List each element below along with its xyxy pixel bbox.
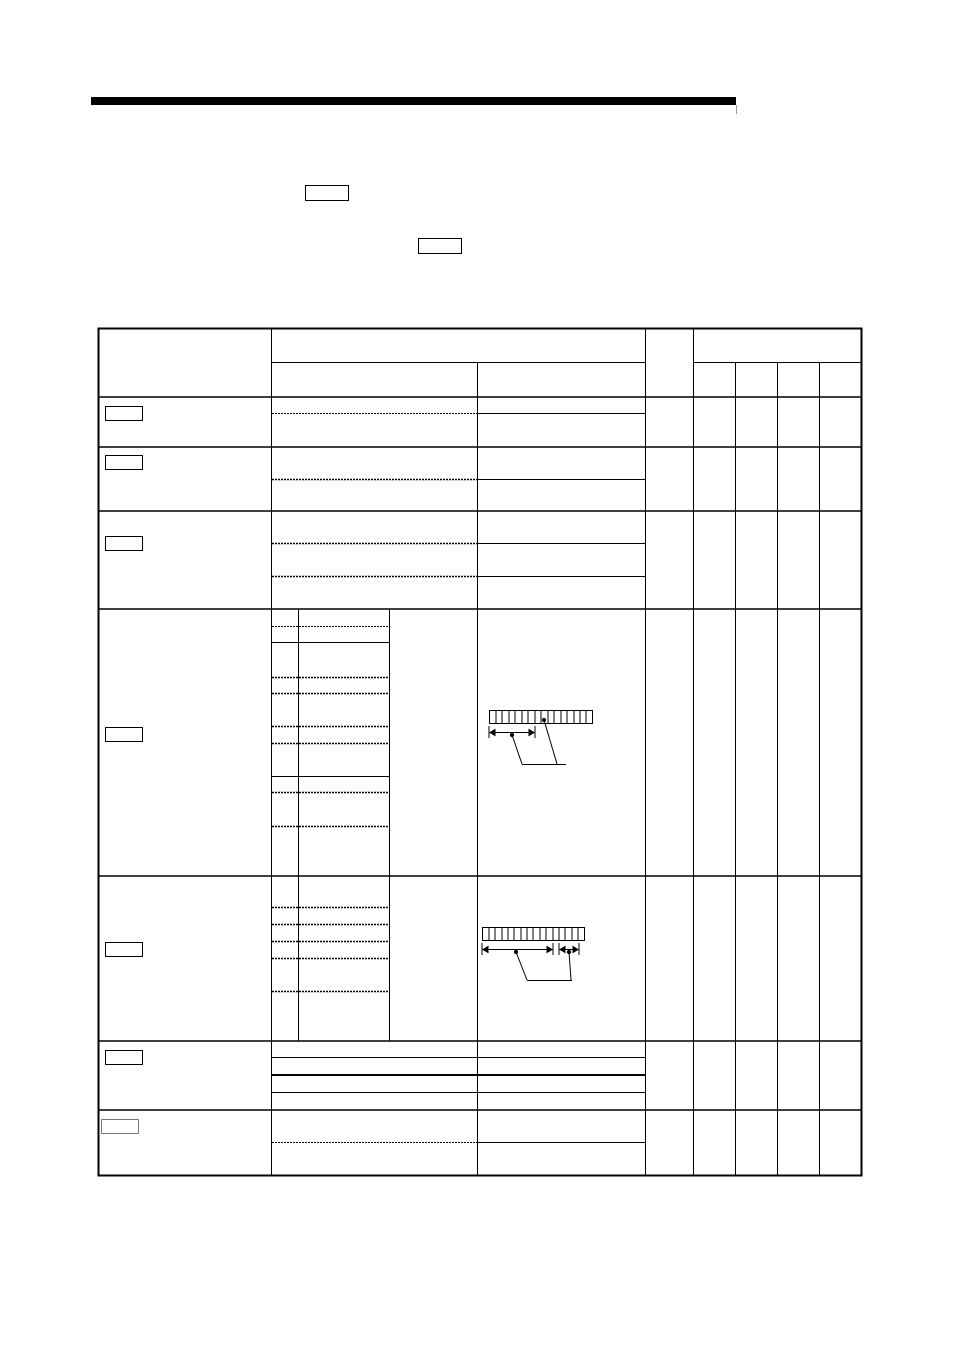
- row-separators: [99, 397, 862, 1110]
- intro-note-box-1: [305, 185, 349, 201]
- row-2-note-box: [105, 455, 143, 470]
- table-outer-border: [99, 329, 862, 1176]
- row-5-lines: [272, 876, 478, 1041]
- row-4-bit-cells: [496, 711, 586, 723]
- row-7-note-box: [101, 1119, 139, 1134]
- parameter-table: [97, 327, 863, 1178]
- row-3-lines: [272, 511, 645, 609]
- row-5-register-diagram: [482, 928, 585, 981]
- rule-end-mark: [736, 105, 737, 114]
- table-header-lines: [272, 329, 863, 1175]
- row-6-lines: [272, 1041, 645, 1110]
- row-4-note-box: [105, 727, 143, 742]
- row-5-bit-cells: [489, 928, 578, 940]
- row-4-register-diagram: [489, 711, 593, 765]
- title-rule: [91, 97, 736, 105]
- intro-note-box-2: [418, 238, 462, 254]
- row-3-note-box: [105, 536, 143, 551]
- row-1-lines: [272, 397, 645, 447]
- row-5-note-box: [105, 942, 143, 957]
- row-1-note-box: [105, 406, 143, 421]
- row-4-lines: [272, 609, 478, 876]
- row-2-lines: [272, 447, 645, 511]
- row-6-note-box: [105, 1050, 143, 1065]
- row-7-lines: [272, 1110, 645, 1175]
